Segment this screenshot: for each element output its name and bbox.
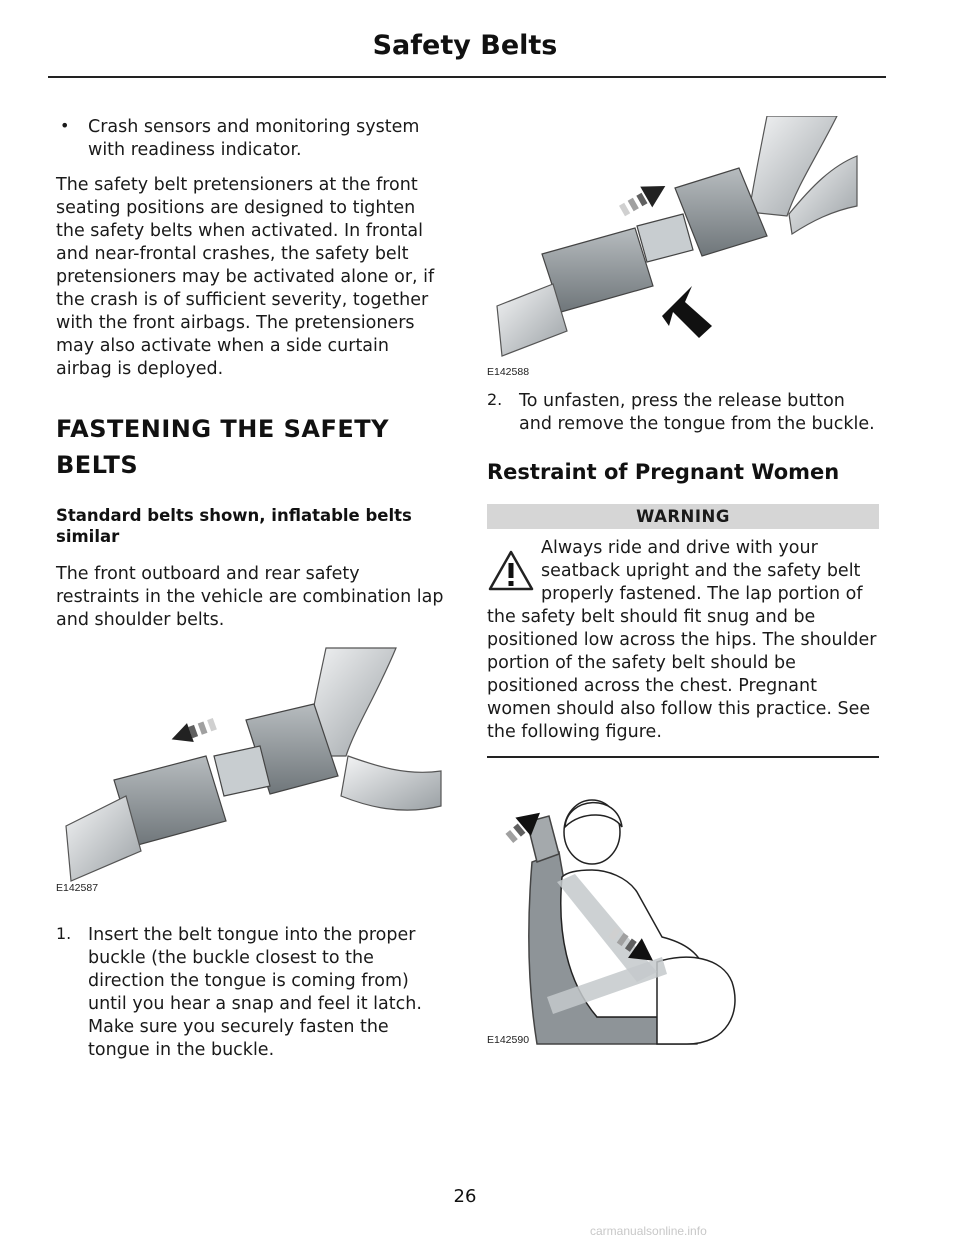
figure-buckle-fasten xyxy=(56,646,448,894)
section-heading: Restraint of Pregnant Women xyxy=(487,460,840,484)
belt-fasten-illustration xyxy=(56,646,448,894)
page-title: Safety Belts xyxy=(372,30,558,61)
intro-paragraph: The safety belt pretensioners at the front seating positions are designed to tighten the safety belts when activated. In frontal and near-frontal crashes, the safety belt pretensioners may be activated alone or, if the crash is of sufficient severity, together with the front airbags. The pretensioners may also activate when a side curtain airbag is deployed. xyxy=(56,175,435,379)
right-column xyxy=(487,116,879,1050)
step-text: To unfasten, press the release button and remove the tongue from the buckle. xyxy=(519,391,875,434)
section-title: FASTENING THE SAFETY BELTS xyxy=(56,415,390,479)
warning-box xyxy=(487,537,879,758)
header-rule xyxy=(48,76,886,78)
pregnant-woman-illustration xyxy=(487,782,879,1050)
step-2 xyxy=(487,390,879,436)
watermark: carmanualsonline.info xyxy=(590,1224,707,1238)
subheading: Standard belts shown, inflatable belts similar xyxy=(56,506,412,546)
body-paragraph: The front outboard and rear safety restraints in the vehicle are combination lap and shoulder belts. xyxy=(56,564,444,630)
bullet-item xyxy=(56,116,448,162)
bullet-dot: • xyxy=(60,116,70,135)
step-number: 2. xyxy=(487,390,503,409)
step-number: 1. xyxy=(56,924,72,943)
figure-id: E142588 xyxy=(487,366,530,378)
figure-buckle-release xyxy=(487,116,879,378)
warning-text: Always ride and drive with your seatback upright and the safety belt properly fastened. The lap portion of the safety belt should fit snug and be positioned low across the hips. The shoulder portion of the safety belt should be positioned across the chest. Pregnant women should also follow this practice. See the following figure. xyxy=(487,538,877,742)
figure-id: E142590 xyxy=(487,1033,530,1046)
warning-label: WARNING xyxy=(487,504,879,529)
figure-id: E142587 xyxy=(56,882,99,894)
left-column xyxy=(56,116,448,1062)
step-text: Insert the belt tongue into the proper buckle (the buckle closest to the direction the tongue is coming from) until you hear a snap and feel it latch. Make sure you securely fasten the tongue in the buckle. xyxy=(88,925,422,1060)
warning-triangle-icon xyxy=(487,549,535,593)
bullet-text: Crash sensors and monitoring system with readiness indicator. xyxy=(88,117,420,160)
step-1 xyxy=(56,924,448,1062)
warning-rule xyxy=(487,756,879,758)
page-number: 26 xyxy=(453,1186,477,1207)
figure-pregnant-woman xyxy=(487,782,879,1050)
belt-release-illustration xyxy=(487,116,879,378)
